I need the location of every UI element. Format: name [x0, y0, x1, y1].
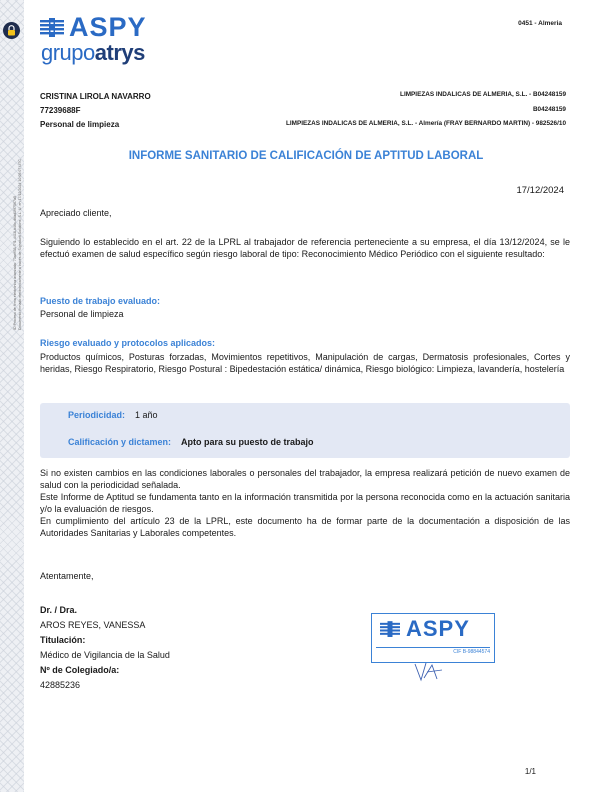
titulacion-label: Titulación: — [40, 635, 86, 645]
periodicidad-value: 1 año — [135, 410, 158, 420]
employee-name: CRISTINA LIROLA NAVARRO — [40, 92, 151, 101]
signature-side-strip — [0, 0, 24, 792]
aspy-cross-icon — [40, 18, 64, 38]
riesgo-heading: Riesgo evaluado y protocolos aplicados: — [40, 338, 216, 348]
paragraph-lprl: En cumplimiento del artículo 23 de la LPRL, este documento ha de formar parte de la documentación a disposición de las Autoridades Sanitarias y Laborales competentes. — [40, 516, 570, 538]
colegiado-label: Nº de Colegiado/a: — [40, 665, 120, 675]
paragraph-fundament: Este Informe de Aptitud se fundamenta tanto en la información transmitida por la persona reconocida como en la actuación sanitaria y/o la evaluación de riesgos. — [40, 492, 570, 514]
riesgo-value: Productos químicos, Posturas forzadas, Movimientos repetitivos, Manipulación de cargas, Dermatosis profesionales, Cortes y heridas, Riesgo Respiratorio, Riesgo Postural : Bipedestación estática/ dinámica, Riesgo biológico: Limpieza, lavandería, hostelería — [40, 352, 570, 374]
page-number: 1/1 — [524, 767, 536, 776]
doctor-title-label: Dr. / Dra. — [40, 605, 78, 615]
company-stamp — [371, 613, 495, 663]
puesto-heading: Puesto de trabajo evaluado: — [40, 296, 161, 306]
logo-word: ASPY — [69, 12, 147, 42]
intro-paragraph: Siguiendo lo establecido en el art. 22 de la LPRL al trabajador de referencia perteneciente a su empresa, el día 13/12/2024, se le efectuó examen de salud específico según riesgo laboral de tipo: Reconocimiento Médico Periódico con el siguiente resultado: — [40, 237, 570, 259]
esign-line-1: ID Proceso de firma electrónica avanzada: 73acff38-f7f1-4418-b46c-d6ad1f97567a5 — [13, 196, 17, 330]
periodicidad-label: Periodicidad: — [68, 410, 126, 420]
report-title: INFORME SANITARIO DE CALIFICACIÓN DE APTITUD LABORAL — [128, 150, 484, 162]
puesto-value: Personal de limpieza — [40, 309, 124, 319]
employee-info — [40, 90, 151, 132]
periodicidad-row — [68, 410, 158, 420]
logo-grupo-text: grupo — [41, 40, 95, 65]
company-line-1: LIMPIEZAS INDALICAS DE ALMERIA, S.L. - B04248159 — [400, 91, 566, 98]
closing: Atentamente, — [40, 571, 94, 581]
employee-id: 77239688F — [40, 106, 81, 115]
greeting: Apreciado cliente, — [40, 208, 112, 218]
grupo-atrys-logo — [41, 42, 145, 64]
aspy-logo — [40, 14, 147, 41]
stamp-divider — [376, 647, 490, 648]
stamp-word: ASPY — [406, 616, 470, 641]
stamp-cross-icon — [380, 621, 400, 638]
stamp-cif: CIF B-98844574 — [453, 649, 490, 655]
handwritten-signature — [413, 660, 445, 684]
lock-icon — [3, 22, 20, 39]
company-info — [286, 88, 566, 132]
paragraph-periodicity: Si no existen cambios en las condiciones laborales o personales del trabajador, la empresa realizará petición de nuevo examen de salud con la periodicidad señalada. — [40, 468, 570, 490]
calificacion-label: Calificación y dictamen: — [68, 437, 172, 447]
logo-atrys-text: atrys — [94, 40, 145, 65]
employee-position: Personal de limpieza — [40, 120, 120, 129]
titulacion-value: Médico de Vigilancia de la Salud — [40, 650, 170, 660]
result-box — [40, 403, 570, 458]
colegiado-value: 42885236 — [40, 680, 81, 690]
company-line-3: LIMPIEZAS INDALICAS DE ALMERIA, S.L. - Almería (FRAY BERNARDO MARTIN) - 982526/10 — [285, 120, 566, 127]
report-date: 17/12/2024 — [516, 185, 564, 196]
company-line-2: B04248159 — [532, 105, 566, 113]
center-code: 0451 - Almeria — [518, 20, 562, 27]
esign-side-text — [13, 159, 23, 330]
calificacion-value: Apto para su puesto de trabajo — [181, 437, 314, 447]
doctor-block — [40, 603, 170, 693]
calificacion-row — [68, 437, 314, 447]
doctor-name: AROS REYES, VANESSA — [40, 620, 146, 630]
esign-line-2: Documento firmado electrónicamente a través de Signaturit Solutions, S.L. U. en 17/12/2024 10:05:07 UTC — [18, 159, 22, 330]
